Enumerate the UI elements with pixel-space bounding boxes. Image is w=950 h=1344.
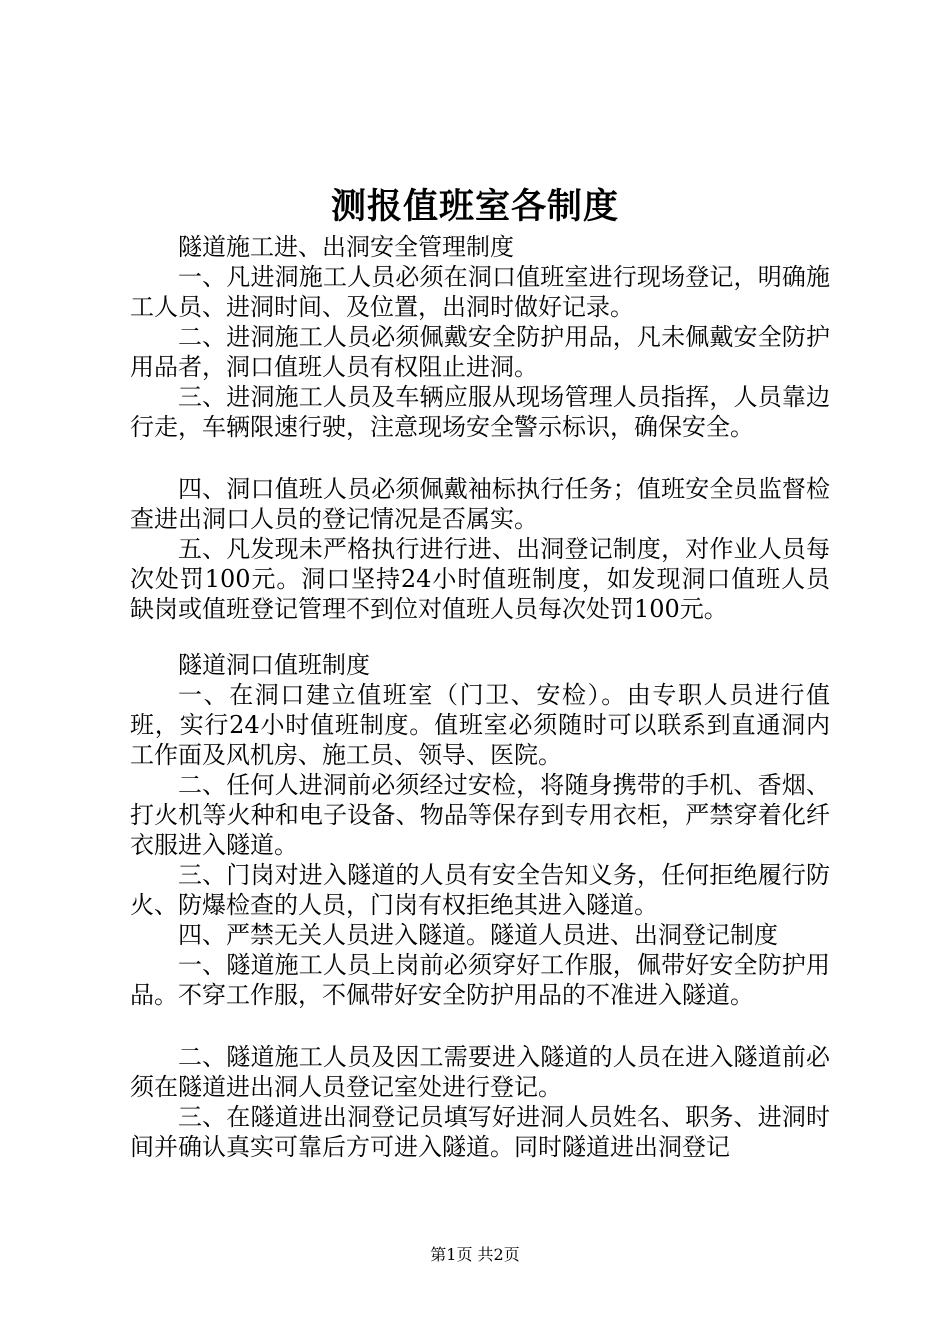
paragraph-1: 一、凡进洞施工人员必须在洞口值班室进行现场登记，明确施工人员、进洞时间、及位置，出洞时做好记录。: [130, 263, 830, 321]
paragraph-7: 一、在洞口建立值班室（门卫、安检）。由专职人员进行值班，实行24小时值班制度。值班室必须随时可以联系到直通洞内工作面及风机房、施工员、领导、医院。: [130, 681, 830, 769]
paragraph-3: 三、进洞施工人员及车辆应服从现场管理人员指挥，人员靠边行走，车辆限速行驶，注意现场安全警示标识，确保安全。: [130, 383, 830, 441]
paragraph-13: 三、在隧道进出洞登记员填写好进洞人员姓名、职务、进洞时间并确认真实可靠后方可进入隧道。同时隧道进出洞登记: [130, 1103, 830, 1161]
document-body: [130, 232, 830, 1162]
paragraph-5: 五、凡发现未严格执行进行进、出洞登记制度，对作业人员每次处罚100元。洞口坚持24小时值班制度，如发现洞口值班人员缺岗或值班登记管理不到位对值班人员每次处罚100元。: [130, 535, 830, 623]
page-footer: 第1页 共2页: [430, 1245, 520, 1264]
section-heading-tunnel-safety: 隧道施工进、出洞安全管理制度: [178, 233, 514, 261]
paragraph-8: 二、任何人进洞前必须经过安检，将随身携带的手机、香烟、打火机等火种和电子设备、物品等保存到专用衣柜，严禁穿着化纤衣服进入隧道。: [130, 771, 830, 859]
paragraph-9: 三、门岗对进入隧道的人员有安全告知义务，任何拒绝履行防火、防爆检查的人员，门岗有权拒绝其进入隧道。: [130, 861, 830, 919]
paragraph-12: 二、隧道施工人员及因工需要进入隧道的人员在进入隧道前必须在隧道进出洞人员登记室处进行登记。: [130, 1043, 830, 1101]
paragraph-2: 二、进洞施工人员必须佩戴安全防护用品，凡未佩戴安全防护用品者，洞口值班人员有权阻止进洞。: [130, 323, 830, 381]
paragraph-11: 一、隧道施工人员上岗前必须穿好工作服，佩带好安全防护用品。不穿工作服，不佩带好安全防护用品的不准进入隧道。: [130, 951, 830, 1009]
document-title: 测报值班室各制度: [330, 186, 619, 227]
paragraph-10: 四、严禁无关人员进入隧道。隧道人员进、出洞登记制度: [178, 921, 778, 949]
paragraph-4: 四、洞口值班人员必须佩戴袖标执行任务；值班安全员监督检查进出洞口人员的登记情况是否属实。: [130, 475, 830, 533]
section-heading-duty: 隧道洞口值班制度: [178, 651, 370, 679]
